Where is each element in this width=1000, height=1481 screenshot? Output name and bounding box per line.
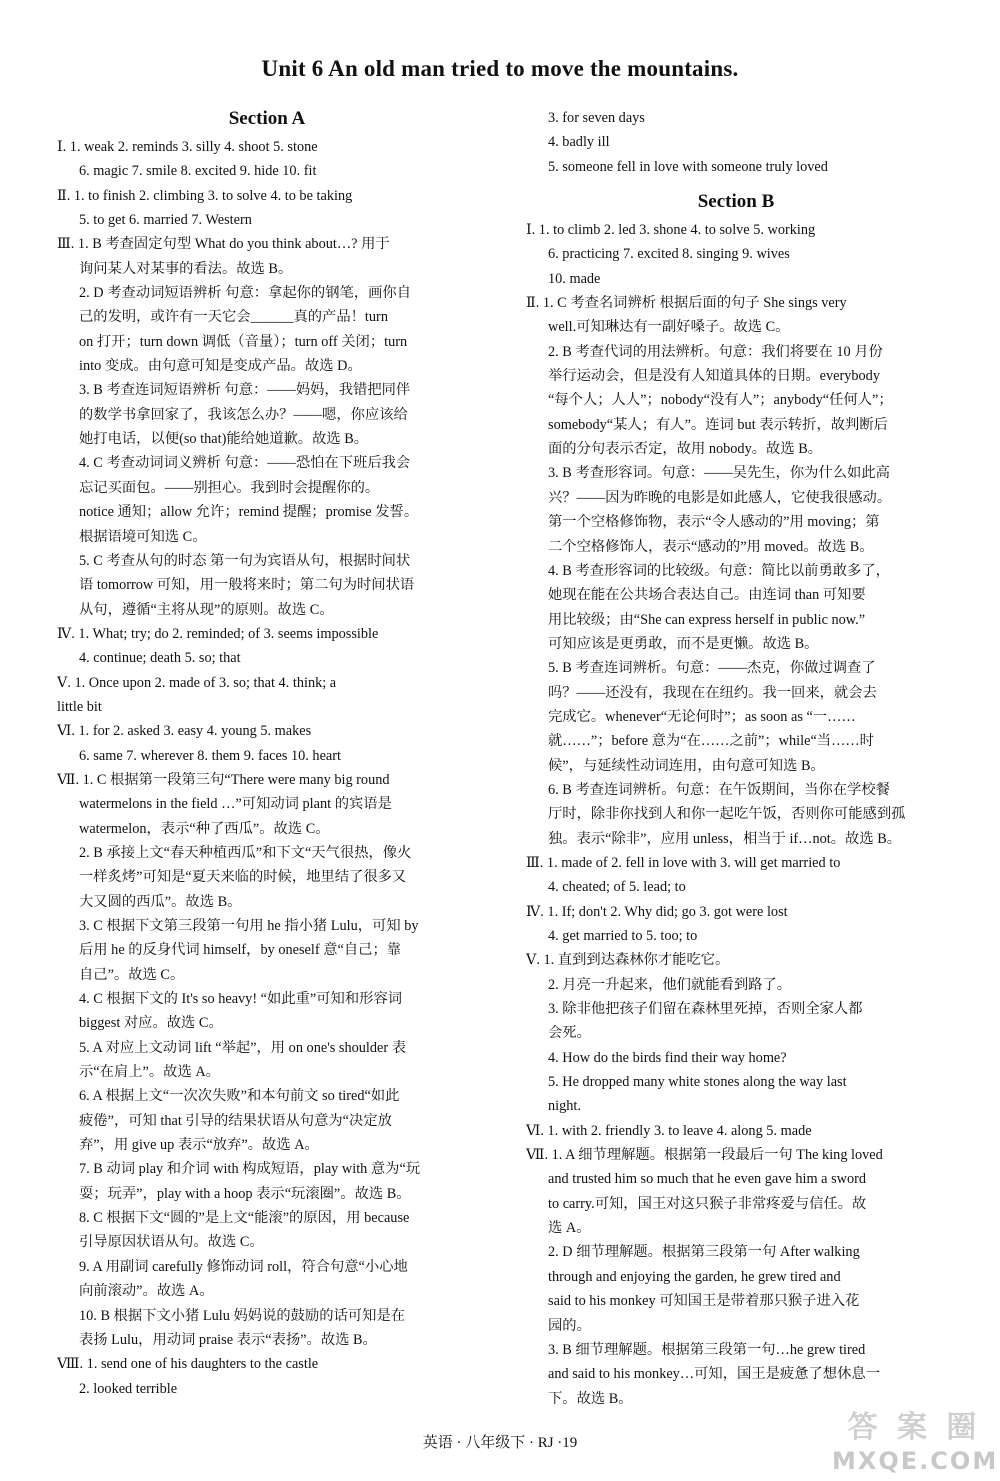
answer-line: 独。表示“除非”，应用 unless，相当于 if…not。故选 B。	[548, 830, 902, 847]
answer-line: Ⅳ. 1. What; try; do 2. reminded; of 3. seems impossible	[57, 625, 379, 642]
answer-line: watermelon，表示“种了西瓜”。故选 C。	[79, 820, 330, 837]
answer-line: 5. C 考查从句的时态 第一句为宾语从句，根据时间状	[79, 552, 411, 569]
section-heading: Section A	[228, 108, 306, 129]
answer-line: through and enjoying the garden, he grew tired and	[548, 1268, 841, 1285]
answer-line: Ⅳ. 1. If; don't 2. Why did; go 3. got were lost	[526, 903, 788, 920]
answer-line: to carry.可知，国王对这只猴子非常疼爱与信任。故	[548, 1195, 867, 1212]
answer-line: 7. B 动词 play 和介词 with 构成短语，play with 意为“玩	[79, 1161, 421, 1178]
answer-line: 的数学书拿回家了，我该怎么办？——嗯，你应该给	[79, 406, 408, 423]
answer-line: Ⅶ. 1. A 细节理解题。根据第一段最后一句 The king loved	[526, 1147, 883, 1164]
answer-line: 3. B 考查连词短语辨析 句意：——妈妈，我错把同伴	[79, 382, 411, 399]
answer-line: 4. C 考查动词词义辨析 句意：——恐怕在下班后我会	[79, 455, 411, 472]
page-title: Unit 6 An old man tried to move the mountains.	[261, 56, 739, 81]
answer-line: Ⅴ. 1. Once upon 2. made of 3. so; that 4. think; a	[57, 674, 337, 691]
answer-line: 4. B 考查形容词的比较级。句意：简比以前勇敢多了，	[548, 562, 890, 579]
answer-line: Ⅵ. 1. for 2. asked 3. easy 4. young 5. makes	[57, 723, 312, 740]
answer-line: 2. D 细节理解题。根据第三段第一句 After walking	[548, 1244, 860, 1261]
answer-line: Ⅷ. 1. send one of his daughters to the castle	[57, 1356, 319, 1373]
answer-line: 耍；玩弄”，play with a hoop 表示“玩滚圈”。故选 B。	[79, 1185, 411, 1202]
answer-line: 示“在肩上”。故选 A。	[79, 1064, 220, 1081]
answer-line: biggest 对应。故选 C。	[79, 1015, 223, 1032]
answer-line: Ⅶ. 1. C 根据第一段第三句“There were many big round	[57, 771, 390, 788]
answer-line: Ⅲ. 1. made of 2. fell in love with 3. will get married to	[526, 854, 841, 871]
answer-line: 5. He dropped many white stones along the way last	[548, 1074, 847, 1091]
answer-line: 3. C 根据下文第三段第一句用 he 指小猪 Lulu，可知 by	[79, 918, 419, 934]
answer-line: 4. C 根据下文的 It's so heavy! “如此重”可知和形容词	[79, 991, 403, 1008]
answer-line: 可知应该是更勇敢，而不是更懒。故选 B。	[548, 635, 819, 652]
answer-line: somebody“某人；有人”。连词 but 表示转折，故判断后	[548, 416, 888, 433]
answer-line: said to his monkey 可知国王是带着那只猴子进入花	[548, 1293, 860, 1310]
section-heading: Section B	[697, 191, 775, 213]
answer-line: 她现在能在公共场合表达自己。由连词 than 可知要	[548, 587, 866, 604]
answer-line: 己的发明，或许有一天它会______真的产品！turn	[79, 309, 388, 326]
answer-line: 疲倦”，可知 that 引导的结果状语从句意为“决定放	[79, 1112, 392, 1129]
answer-line: 后用 he 的反身代词 himself，by oneself 意“自己；靠	[79, 942, 402, 959]
answer-line: 从句，遵循“主将从现”的原则。故选 C。	[79, 601, 334, 618]
answer-line: 4. get married to 5. too; to	[548, 928, 698, 944]
answer-line: 6. practicing 7. excited 8. singing 9. wives	[548, 246, 790, 263]
answer-line: 园的。	[548, 1317, 591, 1334]
answer-line: 3. 除非他把孩子们留在森林里死掉，否则全家人都	[548, 1001, 863, 1018]
answer-line: 3. for seven days	[548, 110, 645, 126]
answer-line: 10. B 根据下文小猪 Lulu 妈妈说的鼓励的话可知是在	[79, 1307, 406, 1324]
answer-line: night.	[548, 1098, 581, 1115]
answer-line: 举行运动会，但是没有人知道具体的日期。everybody	[548, 368, 880, 385]
answer-line: 忘记买面包。——别担心。我到时会提醒你的。	[79, 479, 380, 496]
answer-line: 询问某人对某事的看法。故选 B。	[79, 260, 293, 277]
answer-line: 二个空格修饰人，表示“感动的”用 moved。故选 B。	[548, 538, 874, 555]
answer-line: 8. C 根据下文“圆的”是上文“能滚”的原因，用 because	[79, 1210, 410, 1227]
page-footer: 英语 · 八年级下 · RJ ·19	[422, 1435, 578, 1451]
answer-line: Ⅵ. 1. with 2. friendly 3. to leave 4. along 5. made	[526, 1122, 812, 1139]
answer-line: 6. same 7. wherever 8. them 9. faces 10. heart	[79, 747, 342, 764]
answer-line: Ⅱ. 1. C 考查名词辨析 根据后面的句子 She sings very	[526, 295, 847, 312]
answer-line: 自己”。故选 C。	[79, 966, 185, 983]
answer-line: into 变成。由句意可知是变成产品。故选 D。	[79, 358, 362, 375]
answer-line: 2. B 承接上文“春天种植西瓜”和下文“天气很热，像火	[79, 844, 412, 861]
answer-line: 厅时，除非你找到人和你一起吃午饭，否则你可能感到孤	[548, 806, 906, 823]
answer-line: 一样炙烤”可知是“夏天来临的时候，地里结了很多又	[79, 869, 407, 886]
answer-line: 4. How do the birds find their way home?	[548, 1049, 787, 1066]
answer-line: 兴？——因为昨晚的电影是如此感人，它使我很感动。	[548, 489, 892, 506]
answer-line: 她打电话，以便(so that)能给她道歉。故选 B。	[79, 431, 369, 448]
answer-line: 3. B 考查形容词。句意：——吴先生，你为什么如此高	[548, 465, 890, 482]
answer-line: 3. B 细节理解题。根据第三段第一句…he grew tired	[548, 1341, 866, 1358]
answer-line: 4. badly ill	[548, 134, 610, 151]
answer-line: Ⅱ. 1. to finish 2. climbing 3. to solve 4. to be taking	[57, 187, 353, 204]
answer-line: and said to his monkey…可知，国王是疲惫了想休息一	[548, 1366, 880, 1383]
answer-line: 4. cheated; of 5. lead; to	[548, 879, 686, 896]
answer-line: 吗？——还没有，我现在在纽约。我一回来，就会去	[548, 684, 877, 701]
answer-line: 5. B 考查连词辨析。句意：——杰克，你做过调查了	[548, 660, 876, 677]
answer-line: 2. D 考查动词短语辨析 句意：拿起你的钢笔，画你自	[79, 285, 412, 302]
answer-line: 用比较级；由“She can express herself in public now.”	[548, 611, 866, 628]
answer-line: 完成它。whenever“无论何时”；as soon as “一……	[548, 708, 856, 725]
answer-line: 第一个空格修饰物，表示“令人感动的”用 moving；第	[548, 514, 880, 531]
answer-line: 选 A。	[548, 1220, 591, 1237]
answer-line: 语 tomorrow 可知，用一般将来时；第二句为时间状语	[79, 577, 415, 594]
answer-line: 会死。	[548, 1025, 591, 1042]
answer-line: 5. to get 6. married 7. Western	[79, 212, 252, 229]
answer-line: 大又圆的西瓜”。故选 B。	[79, 893, 242, 910]
watermark-char: 圈	[946, 1410, 977, 1445]
watermark-char: 案	[896, 1410, 927, 1445]
answer-line: 9. A 用副词 carefully 修饰动词 roll，符合句意“小心地	[79, 1258, 408, 1275]
answer-line: 6. A 根据上文“一次次失败”和本句前文 so tired“如此	[79, 1088, 400, 1105]
answer-line: 5. A 对应上文动词 lift “举起”，用 on one's shoulder 表	[79, 1039, 407, 1056]
watermark-url: MXQE.COM	[832, 1447, 999, 1475]
answer-line: 6. magic 7. smile 8. excited 9. hide 10. fit	[79, 163, 317, 180]
watermark-char: 答	[847, 1410, 878, 1445]
answer-line: 2. B 考查代词的用法辨析。句意：我们将要在 10 月份	[548, 343, 883, 360]
answer-line: 2. looked terrible	[79, 1380, 178, 1397]
left-column	[57, 106, 477, 1401]
answer-line: Ⅰ. 1. weak 2. reminds 3. silly 4. shoot 5. stone	[57, 139, 318, 155]
answer-line: 表扬 Lulu，用动词 praise 表示“表扬”。故选 B。	[79, 1331, 377, 1348]
answer-line: 4. continue; death 5. so; that	[79, 650, 241, 667]
answer-line: Ⅴ. 1. 直到到达森林你才能吃它。	[526, 952, 730, 969]
answer-line: 弃”，用 give up 表示“放弃”。故选 A。	[79, 1137, 319, 1154]
answer-line: well.可知琳达有一副好嗓子。故选 C。	[548, 319, 790, 336]
answer-line: notice 通知；allow 允许；remind 提醒；promise 发誓。	[79, 504, 419, 521]
answer-line: Ⅰ. 1. to climb 2. led 3. shone 4. to solve 5. working	[526, 222, 816, 239]
answer-line: 就……”；before 意为“在……之前”；while“当……时	[548, 733, 874, 750]
answer-line: 引导原因状语从句。故选 C。	[79, 1234, 264, 1251]
answer-line: 向前滚动”。故选 A。	[79, 1283, 214, 1300]
watermark-logo	[832, 1403, 999, 1477]
answer-line: 面的分句表示否定，故用 nobody。故选 B。	[548, 441, 823, 458]
answer-line: 下。故选 B。	[548, 1390, 633, 1407]
right-column	[526, 106, 946, 1411]
answer-line: on 打开；turn down 调低（音量）；turn off 关闭；turn	[79, 333, 408, 350]
answer-line: Ⅲ. 1. B 考查固定句型 What do you think about…? 用于	[57, 236, 390, 253]
answer-line: 根据语境可知选 C。	[79, 528, 207, 545]
answer-line: watermelons in the field …”可知动词 plant 的宾语是	[79, 796, 392, 813]
answer-line: little bit	[57, 698, 102, 715]
answer-line: 候”，与延续性动词连用，由句意可知选 B。	[548, 757, 825, 774]
answer-line: and trusted him so much that he even gave him a sword	[548, 1171, 867, 1188]
answer-line: 6. B 考查连词辨析。句意：在午饭期间，当你在学校餐	[548, 781, 890, 798]
answer-line: 10. made	[548, 270, 601, 287]
answer-line: 2. 月亮一升起来，他们就能看到路了。	[548, 976, 792, 993]
answer-line: “每个人；人人”；nobody“没有人”；anybody“任何人”；	[548, 392, 893, 409]
answer-line: 5. someone fell in love with someone truly loved	[548, 158, 828, 175]
